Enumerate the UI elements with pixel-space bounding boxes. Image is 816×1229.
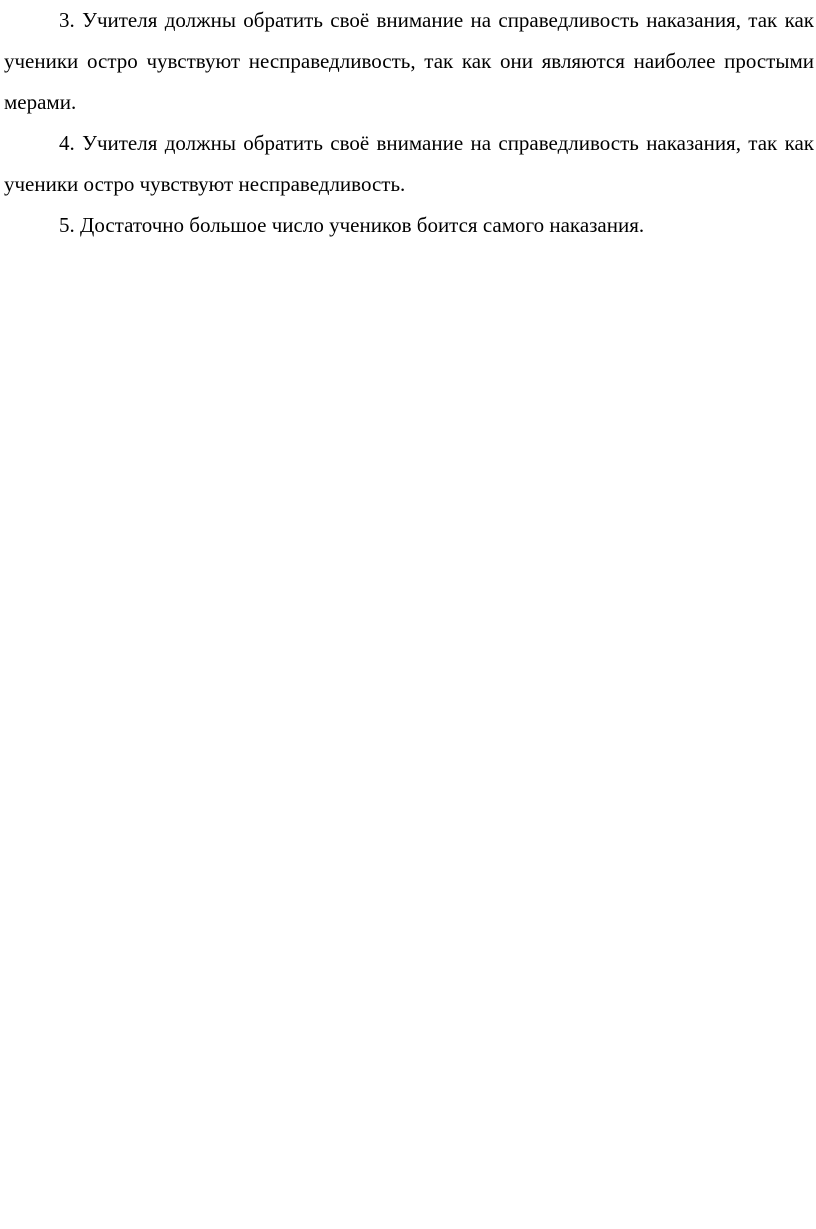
paragraph-4: 4. Учителя должны обратить своё внимание на справедливость наказания, так как ученики остро чувствуют несправедливость. xyxy=(4,131,814,196)
document-body xyxy=(4,0,814,246)
paragraph-3: 3. Учителя должны обратить своё внимание на справедливость наказания, так как ученики остро чувствуют несправедливость, так как они являются наиболее простыми мерами. xyxy=(4,8,814,114)
paragraph-5: 5. Достаточно большое число учеников боится самого наказания. xyxy=(59,213,645,237)
